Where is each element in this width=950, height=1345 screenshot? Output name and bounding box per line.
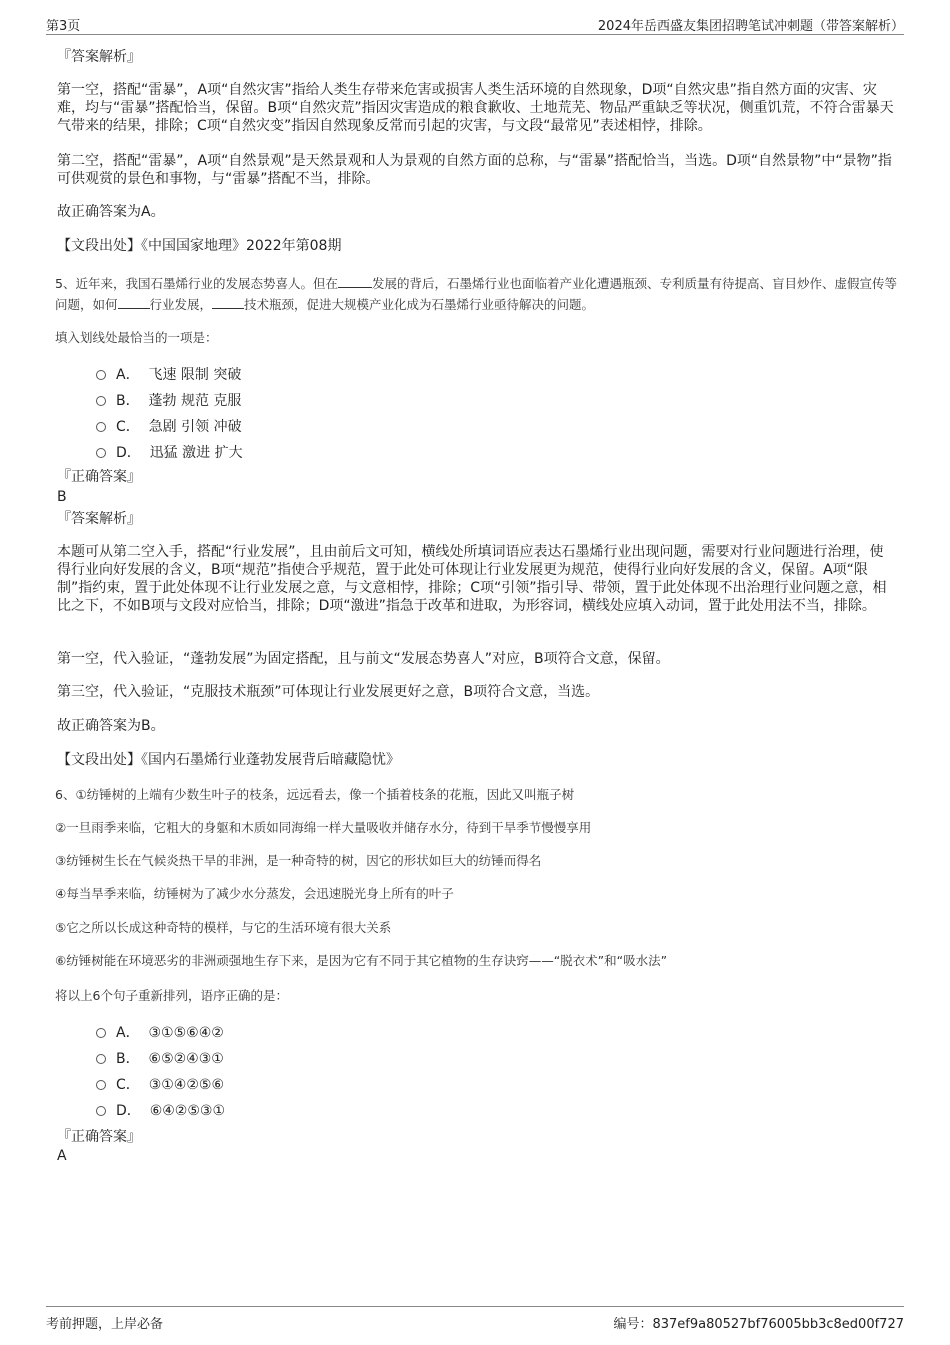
footer-slogan: 考前押题，上岸必备	[46, 1317, 164, 1332]
option-letter: B．	[116, 393, 140, 409]
document-id: 编号：837ef9a80527bf76005bb3c8ed00f727	[613, 1317, 904, 1332]
q6-option-b[interactable]	[96, 1048, 224, 1068]
q6-option-a[interactable]	[96, 1022, 224, 1042]
option-letter: D．	[116, 1103, 141, 1119]
q6-sentence-4: ④每当旱季来临，纺锤树为了减少水分蒸发，会迅速脱光身上所有的叶子	[55, 886, 454, 901]
option-letter: B．	[116, 1051, 140, 1067]
q5-option-d[interactable]	[96, 442, 243, 462]
q5-answer: B	[57, 489, 67, 505]
q4-analysis-label: 『答案解析』	[57, 49, 141, 65]
option-text: ⑥④②⑤③①	[149, 1103, 225, 1119]
q5-source: 【文段出处】《国内石墨烯行业蓬勃发展背后暗藏隐忧》	[57, 752, 400, 768]
option-text: 迅猛 激进 扩大	[149, 445, 243, 461]
q5-analysis-label: 『答案解析』	[57, 511, 141, 527]
page-footer	[46, 1306, 904, 1331]
radio-icon[interactable]	[96, 370, 106, 380]
q5-stem	[55, 273, 900, 315]
q5-instruction: 填入划线处最恰当的一项是：	[55, 330, 218, 345]
document-title: 2024年岳西盛友集团招聘笔试冲刺题（带答案解析）	[597, 19, 904, 34]
q5-stem-part: 技术瓶颈，促进大规模产业化成为石墨烯行业亟待解决的问题。	[244, 297, 595, 312]
q6-sentence-3: ③纺锤树生长在气候炎热干旱的非洲，是一种奇特的树，因它的形状如巨大的纺锤而得名	[55, 853, 542, 868]
blank-2	[118, 296, 150, 309]
q5-stem-part: 行业发展，	[149, 297, 213, 312]
option-letter: D．	[116, 445, 141, 461]
q6-option-c[interactable]	[96, 1074, 224, 1094]
option-text: 飞速 限制 突破	[148, 367, 242, 383]
q5-option-a[interactable]	[96, 364, 241, 384]
q4-answer-conclusion: 故正确答案为A。	[57, 204, 165, 220]
option-text: ③①⑤⑥④②	[148, 1025, 224, 1041]
q4-analysis-p1: 第一空，搭配“雷暴”，A项“自然灾害”指给人类生存带来危害或损害人类生活环境的自然现象，D项“自然灾患”指自然方面的灾害、灾难，均与“雷暴”搭配恰当，保留。B项“自然灾荒”指因灾害造成的粮食歉收、土地荒芜、物品严重缺乏等状况，侧重饥荒，不符合雷暴天气带来的结果，排除；C项“自然灾变”指因自然现象反常而引起的灾害，与文段“最常见”表述相悖，排除。	[57, 82, 894, 134]
radio-icon[interactable]	[96, 1028, 106, 1038]
option-text: 蓬勃 规范 克服	[148, 393, 242, 409]
q5-stem-part: 5、近年来，我国石墨烯行业的发展态势喜人。但在	[55, 276, 338, 291]
q4-source: 【文段出处】《中国国家地理》2022年第08期	[57, 238, 342, 254]
q5-option-b[interactable]	[96, 390, 241, 410]
q6-answer-label: 『正确答案』	[57, 1129, 141, 1145]
radio-icon[interactable]	[96, 396, 106, 406]
q6-sentence-6: ⑥纺锤树能在环境恶劣的非洲顽强地生存下来，是因为它有不同于其它植物的生存诀窍——“脱衣术”和“吸水法”	[55, 953, 668, 968]
q5-option-c[interactable]	[96, 416, 242, 436]
blank-3	[212, 296, 244, 309]
option-text: ⑥⑤②④③①	[148, 1051, 224, 1067]
option-text: ③①④②⑤⑥	[148, 1077, 224, 1093]
radio-icon[interactable]	[96, 1106, 106, 1116]
q6-instruction: 将以上6个句子重新排列，语序正确的是：	[55, 988, 288, 1003]
q5-answer-conclusion: 故正确答案为B。	[57, 718, 165, 734]
page-number: 第3页	[46, 19, 81, 34]
option-letter: A．	[116, 1025, 140, 1041]
radio-icon[interactable]	[96, 1054, 106, 1064]
q6-sentence-2: ②一旦雨季来临，它粗大的身躯和木质如同海绵一样大量吸收并储存水分，待到干旱季节慢慢享用	[55, 820, 592, 835]
q6-sentence-1: 6、①纺锤树的上端有少数生叶子的枝条，远远看去，像一个插着枝条的花瓶，因此又叫瓶子树	[55, 787, 575, 802]
option-letter: C．	[116, 1077, 140, 1093]
option-text: 急剧 引领 冲破	[148, 419, 242, 435]
option-letter: C．	[116, 419, 140, 435]
q5-analysis-p3: 第三空，代入验证，“克服技术瓶颈”可体现让行业发展更好之意，B项符合文意，当选。	[57, 684, 600, 700]
option-letter: A．	[116, 367, 140, 383]
blank-1	[338, 275, 372, 288]
q5-answer-label: 『正确答案』	[57, 469, 141, 485]
radio-icon[interactable]	[96, 422, 106, 432]
page-header	[46, 14, 904, 35]
q6-option-d[interactable]	[96, 1100, 225, 1120]
q6-answer: A	[57, 1148, 67, 1164]
radio-icon[interactable]	[96, 1080, 106, 1090]
q5-analysis-p2: 第一空，代入验证，“蓬勃发展”为固定搭配，且与前文“发展态势喜人”对应，B项符合文意，保留。	[57, 651, 670, 667]
q6-sentence-5: ⑤它之所以长成这种奇特的模样，与它的生活环境有很大关系	[55, 920, 392, 935]
q4-analysis-p2: 第二空，搭配“雷暴”，A项“自然景观”是天然景观和人为景观的自然方面的总称，与“雷暴”搭配恰当，当选。D项“自然景物”中“景物”指可供观赏的景色和事物，与“雷暴”搭配不当，排除。	[57, 153, 892, 187]
q5-stem-part: 发展的背后，石墨烯行业也面临着产业化遭遇瓶颈、专利质量有待提高、盲目炒作、虚假宣传等问题，如何	[55, 276, 897, 312]
q5-analysis-p1: 本题可从第二空入手，搭配“行业发展”，且由前后文可知，横线处所填词语应表达石墨烯行业出现问题，需要对行业问题进行治理，使得行业向好发展的含义，B项“规范”指使合乎规范，置于此处可体现让行业发展更为规范，使得行业向好发展的含义，保留。A项“限制”指约束，置于此处体现不让行业发展之意，与文意相悖，排除；C项“引领”指引导、带领，置于此处体现不出治理行业问题之意，相比之下，不如B项与文段对应恰当，排除；D项“激进”指急于改革和进取，为形容词，横线处应填入动词，置于此处用法不当，排除。	[57, 544, 887, 614]
radio-icon[interactable]	[96, 448, 106, 458]
